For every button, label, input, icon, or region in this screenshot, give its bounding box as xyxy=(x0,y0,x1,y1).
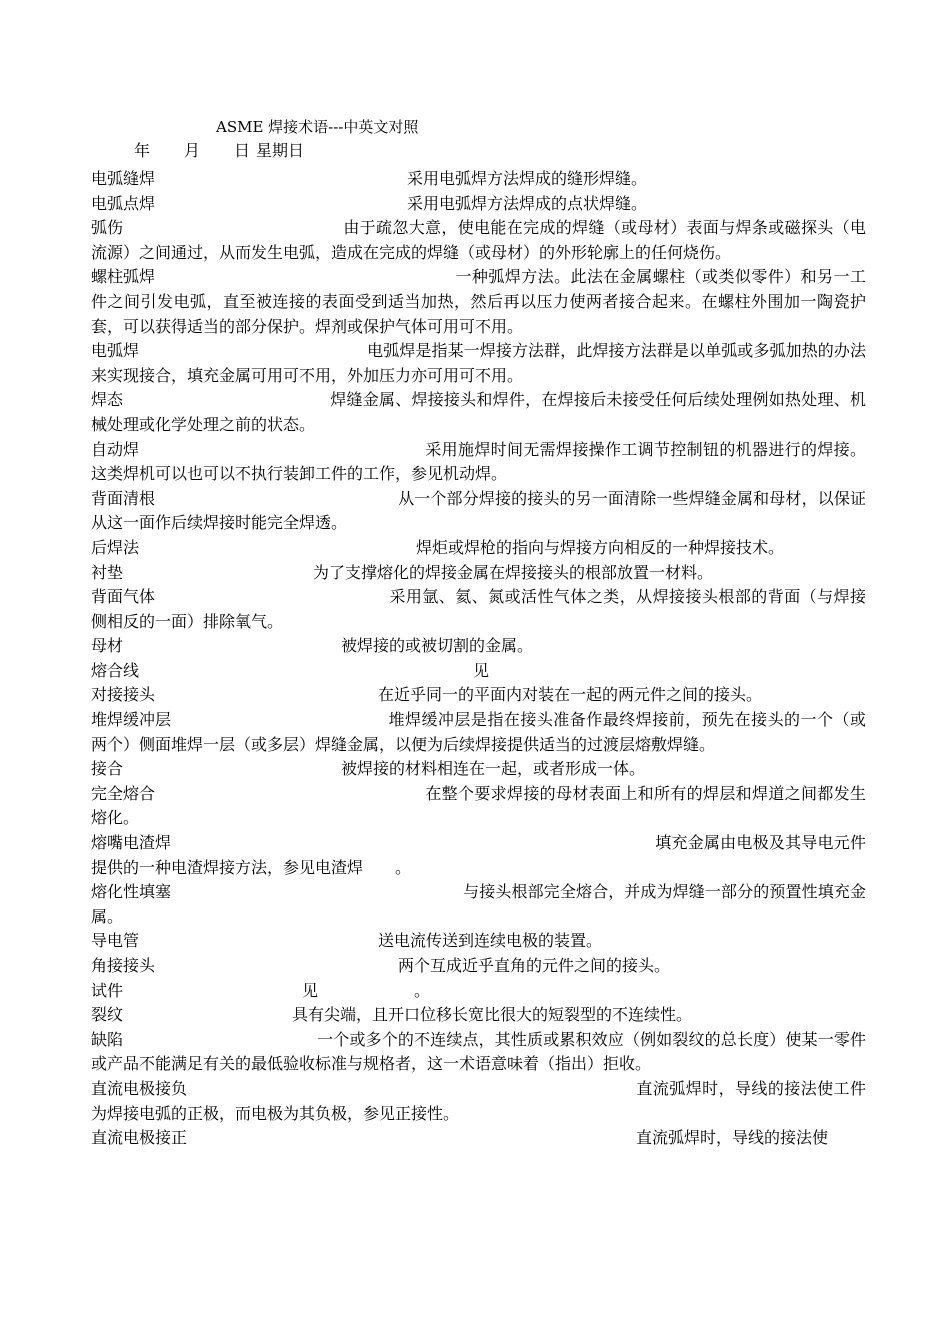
glossary-entry xyxy=(91,1077,866,1126)
glossary-definition: 焊缝金属、焊接接头和焊件，在焊接后未接受任何后续处理例如热处理、机械处理或化学处理之前的状态。 xyxy=(91,390,866,434)
glossary-entry xyxy=(91,536,866,561)
glossary-term: 试件 xyxy=(91,980,124,1000)
glossary-definition: 一种弧焊方法。此法在金属螺柱（或类似零件）和另一工件之间引发电弧，直至被连接的表面受到适当加热，然后再以压力使两者接合起来。在螺柱外围加一陶瓷护套，可以获得适当的部分保护。焊剂或保护气体可用可不用。 xyxy=(91,267,866,336)
glossary-definition: 采用电弧焊方法焊成的缝形焊缝。 xyxy=(407,169,648,188)
glossary-term: 母材 xyxy=(91,636,124,656)
glossary-entry xyxy=(91,708,866,757)
glossary-term: 熔合线 xyxy=(91,660,140,680)
glossary-definition: 具有尖端，且开口位移长宽比很大的短裂型的不连续性。 xyxy=(292,1005,693,1025)
date-weekday: 星期日 xyxy=(256,141,305,160)
glossary-entry xyxy=(91,782,866,831)
glossary-entry xyxy=(91,192,866,217)
glossary-entry xyxy=(91,216,866,265)
glossary-term: 电弧焊 xyxy=(91,341,140,361)
glossary-term: 电弧点焊 xyxy=(91,193,156,213)
date-year: 年 xyxy=(134,141,151,160)
glossary-entry xyxy=(91,979,866,1004)
glossary-term: 完全熔合 xyxy=(91,783,156,803)
glossary-definition: 见 xyxy=(473,660,490,680)
date-line xyxy=(134,140,304,162)
glossary-entry xyxy=(91,339,866,388)
glossary-definition: 采用电弧焊方法焊成的点状焊缝。 xyxy=(407,193,648,213)
glossary-definition: 填充金属由电极及其导电元件提供的一种电渣焊接方法，参见电渣焊 。 xyxy=(91,833,866,877)
glossary-entry xyxy=(91,585,866,634)
glossary-definition: 焊炬或焊枪的指向与焊接方向相反的一种焊接技术。 xyxy=(416,537,785,557)
glossary-entry xyxy=(91,683,866,708)
date-month: 月 xyxy=(184,141,201,160)
glossary-definition: 直流弧焊时，导线的接法使工件为焊接电弧的正极，而电极为其负极，参见正接性。 xyxy=(91,1078,866,1123)
glossary-definition: 为了支撑熔化的焊接金属在焊接接头的根部放置一材料。 xyxy=(313,562,714,582)
glossary-entry xyxy=(91,265,866,339)
glossary-definition: 在近乎同一的平面内对装在一起的两元件之间的接头。 xyxy=(378,685,763,705)
glossary-definition: 在整个要求焊接的母材表面上和所有的焊层和焊道之间都发生熔化。 xyxy=(91,783,866,828)
glossary-term: 导电管 xyxy=(91,931,140,951)
glossary-definition: 堆焊缓冲层是指在接头准备作最终焊接前，预先在接头的一个（或两个）侧面堆焊一层（或多层）焊缝金属，以便为后续焊接提供适当的过渡层熔敷焊缝。 xyxy=(91,710,866,754)
glossary-entry xyxy=(91,929,866,954)
glossary-term: 电弧缝焊 xyxy=(91,169,156,188)
glossary-term: 直流电极接正 xyxy=(91,1128,188,1148)
glossary-term: 弧伤 xyxy=(91,218,124,238)
glossary-entry xyxy=(91,831,866,880)
glossary-entry xyxy=(91,487,866,536)
glossary-list xyxy=(91,167,866,1151)
glossary-definition: 送电流传送到连续电极的装置。 xyxy=(378,931,603,951)
glossary-term: 后焊法 xyxy=(91,537,140,557)
glossary-entry xyxy=(91,1003,866,1028)
glossary-entry xyxy=(91,388,866,437)
glossary-term: 背面清根 xyxy=(91,488,156,508)
glossary-term: 直流电极接负 xyxy=(91,1078,188,1098)
glossary-term: 螺柱弧焊 xyxy=(91,267,156,287)
glossary-definition: 直流弧焊时，导线的接法使 xyxy=(636,1128,829,1148)
glossary-entry xyxy=(91,880,866,929)
glossary-definition: 一个或多个的不连续点，其性质或累积效应（例如裂纹的总长度）使某一零件或产品不能满足有关的最低验收标准与规格者，这一术语意味着（指出）拒收。 xyxy=(91,1029,866,1074)
glossary-definition: 从一个部分焊接的接头的另一面清除一些焊缝金属和母材，以保证从这一面作后续焊接时能完全焊透。 xyxy=(91,488,866,533)
glossary-entry xyxy=(91,167,866,192)
glossary-term: 对接接头 xyxy=(91,685,156,705)
glossary-entry xyxy=(91,1028,866,1077)
glossary-definition: 见 。 xyxy=(302,980,431,1000)
glossary-term: 裂纹 xyxy=(91,1005,124,1025)
glossary-definition: 两个互成近乎直角的元件之间的接头。 xyxy=(398,956,671,975)
glossary-term: 堆焊缓冲层 xyxy=(91,710,172,730)
glossary-term: 焊态 xyxy=(91,390,124,410)
glossary-entry xyxy=(91,561,866,586)
glossary-definition: 电弧焊是指某一焊接方法群，此焊接方法群是以单弧或多弧加热的办法来实现接合，填充金属可用可不用，外加压力亦可用可不用。 xyxy=(91,341,866,385)
glossary-entry xyxy=(91,757,866,782)
glossary-term: 接合 xyxy=(91,759,124,779)
glossary-definition: 采用氩、氦、氮或活性气体之类，从焊接接头根部的背面（与焊接侧相反的一面）排除氧气。 xyxy=(91,587,866,631)
glossary-entry xyxy=(91,438,866,487)
glossary-term: 角接接头 xyxy=(91,956,156,975)
glossary-term: 缺陷 xyxy=(91,1029,124,1049)
document-title: ASME 焊接术语---中英文对照 xyxy=(216,118,419,136)
glossary-definition: 被焊接的材料相连在一起，或者形成一体。 xyxy=(341,759,646,779)
glossary-definition: 由于疏忽大意，使电能在完成的焊缝（或母材）表面与焊条或磁探头（电流源）之间通过，从而发生电弧，造成在完成的焊缝（或母材）的外形轮廓上的任何烧伤。 xyxy=(91,218,866,262)
glossary-definition: 被焊接的或被切割的金属。 xyxy=(341,636,534,656)
glossary-definition: 与接头根部完全熔合，并成为焊缝一部分的预置性填充金属。 xyxy=(91,882,866,926)
glossary-entry xyxy=(91,1126,866,1151)
glossary-definition: 采用施焊时间无需焊接操作工调节控制钮的机器进行的焊接。这类焊机可以也可以不执行装卸工件的工作，参见机动焊。 xyxy=(91,439,866,484)
glossary-entry xyxy=(91,954,866,979)
glossary-term: 熔嘴电渣焊 xyxy=(91,833,172,853)
glossary-term: 背面气体 xyxy=(91,587,156,607)
glossary-term: 自动焊 xyxy=(91,439,140,459)
glossary-term: 衬垫 xyxy=(91,562,124,582)
glossary-entry xyxy=(91,634,866,659)
date-day: 日 xyxy=(234,141,251,160)
glossary-entry xyxy=(91,659,866,684)
glossary-term: 熔化性填塞 xyxy=(91,882,172,902)
